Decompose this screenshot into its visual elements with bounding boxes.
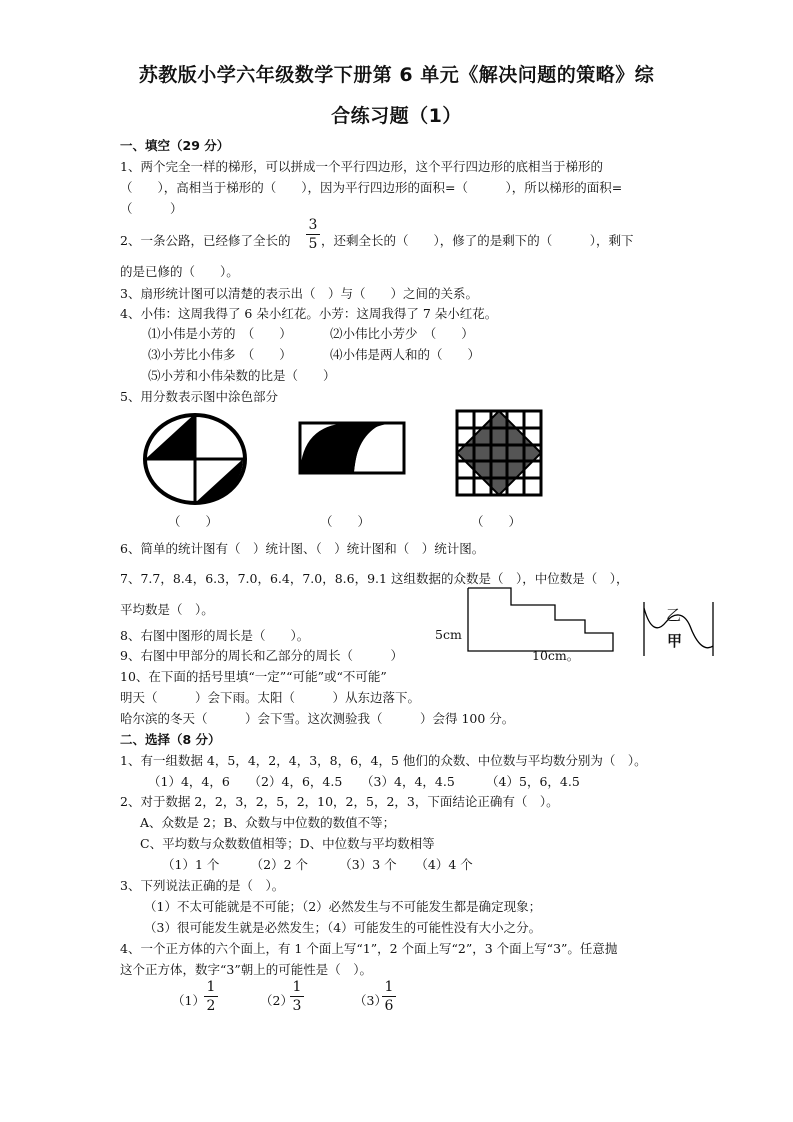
s2-q4-line2: 这个正方体，数字“3”朝上的可能性是（ ）。 (120, 962, 372, 977)
q2-fraction-denominator: 5 (308, 236, 318, 252)
q7-line2: 平均数是（ ）。 (120, 602, 214, 617)
s2-q4-line1: 4、一个正方体的六个面上，有 1 个面上写“1”，2 个面上写“2”，3 个面上写“3”。任意抛 (120, 941, 618, 956)
q4-option4: ⑷小伟是两人和的（ ） (330, 347, 481, 362)
fraction-denominator: 6 (384, 998, 394, 1014)
q4-option2: ⑵小伟比小芳少 （ ） (330, 326, 474, 341)
fraction-bar (204, 996, 218, 997)
q10-line3: 哈尔滨的冬天（ ）会下雪。这次测验我（ ）会得 100 分。 (120, 711, 515, 726)
section2-heading: 二、选择（8 分） (120, 732, 221, 747)
s2-q3-line1: 3、下列说法正确的是（ ）。 (120, 878, 285, 893)
fraction-bar (290, 996, 304, 997)
s2-q4-option1-fraction (204, 979, 218, 1014)
circle-figure (142, 412, 248, 506)
fraction-denominator: 3 (292, 998, 302, 1014)
fraction-bar (382, 996, 396, 997)
rectangle-arc-figure (298, 421, 406, 477)
q9-line: 9、右图中甲部分的周长和乙部分的周长（ ） (120, 648, 403, 663)
s2-q1-line1: 1、有一组数据 4，5，4，2，4，3，8，6，4，5 他们的众数、中位数与平均数分别为（ ）。 (120, 753, 647, 768)
s2-q4-option3-fraction (382, 979, 396, 1014)
q3-line: 3、扇形统计图可以清楚的表示出（ ）与（ ）之间的关系。 (120, 286, 478, 301)
q10-line2: 明天（ ）会下雨。太阳（ ）从东边落下。 (120, 690, 421, 705)
q5-caption3: （ ） (471, 514, 522, 529)
fig9-label-yi: 乙 (666, 606, 682, 624)
s2-q4-option1-label: （1） (172, 993, 205, 1008)
q4-option3: ⑶小芳比小伟多 （ ） (148, 347, 292, 362)
q4-line1: 4、小伟：这周我得了 6 朵小红花。小芳：这周我得了 7 朵小红花。 (120, 306, 498, 321)
s2-q4-option2-label: （2） (260, 993, 293, 1008)
fraction-numerator: 1 (384, 979, 394, 995)
q2-fraction (306, 217, 320, 252)
q2-line1-pre: 2、一条公路，已经修了全长的 (120, 233, 291, 248)
page-title-line2: 合练习题（1） (331, 105, 462, 127)
q5-line1: 5、用分数表示图中涂色部分 (120, 389, 278, 404)
fig8-label-5cm: 5cm (435, 627, 462, 642)
fig9-label-jia: 甲 (667, 632, 683, 650)
q4-option1: ⑴小伟是小芳的 （ ） (148, 326, 292, 341)
q5-caption1: （ ） (168, 514, 219, 529)
s2-q3-line2: （1）不太可能就是不可能；（2）必然发生与不可能发生都是确定现象； (144, 899, 542, 914)
q2-line2: 的是已修的（ ）。 (120, 264, 239, 279)
q10-line1: 10、在下面的括号里填“一定”“可能”或“不可能” (120, 669, 387, 684)
q7-line1: 7、7.7，8.4，6.3，7.0，6.4，7.0，8.6，9.1 这组数据的众数是（ ），中位数是（ ）， (120, 571, 629, 586)
q1-line3: （ ） (120, 201, 183, 216)
fraction-bar (306, 234, 320, 235)
grid-diamond-figure (455, 409, 543, 497)
q1-line1: 1、两个完全一样的梯形，可以拼成一个平行四边形，这个平行四边形的底相当于梯形的 (120, 159, 603, 174)
fig8-label-10cm: 10cm。 (532, 648, 580, 663)
q2-line1-post: ，还剩全长的（ ），修了的是剩下的（ ），剩下 (321, 233, 634, 248)
page-title-line1: 苏教版小学六年级数学下册第 6 单元《解决问题的策略》综 (138, 64, 655, 86)
fraction-numerator: 1 (206, 979, 216, 995)
s2-q2-options: （1）1 个 （2）2 个 （3）3 个 （4）4 个 (162, 857, 473, 872)
s2-q4-option3-label: （3） (354, 993, 387, 1008)
q4-option5: ⑸小芳和小伟朵数的比是（ ） (148, 368, 336, 383)
s2-q1-options: （1）4，4，6 （2）4，6，4.5 （3）4，4，4.5 （4）5，6，4.5 (148, 774, 580, 789)
q2-fraction-numerator: 3 (308, 217, 318, 233)
s2-q2-line1: 2、对于数据 2，2，3，2，5，2，10，2，5，2，3，下面结论正确有（ ）。 (120, 794, 559, 809)
q5-caption2: （ ） (320, 514, 371, 529)
fraction-numerator: 1 (292, 979, 302, 995)
q1-line2: （ ），高相当于梯形的（ ），因为平行四边形的面积=（ ），所以梯形的面积= (120, 180, 623, 195)
s2-q4-option2-fraction (290, 979, 304, 1014)
s2-q2-line2: A、众数是 2；B、众数与中位数的数值不等； (140, 815, 396, 830)
staircase-figure (467, 587, 615, 653)
fraction-denominator: 2 (206, 998, 216, 1014)
q6-line: 6、简单的统计图有（ ）统计图、（ ）统计图和（ ）统计图。 (120, 541, 485, 556)
s2-q2-line3: C、平均数与众数数值相等；D、中位数与平均数相等 (140, 836, 435, 851)
s2-q3-line3: （3）很可能发生就是必然发生；（4）可能发生的可能性没有大小之分。 (144, 920, 542, 935)
section1-heading: 一、填空（29 分） (120, 138, 230, 153)
q8-line: 8、右图中图形的周长是（ ）。 (120, 628, 310, 643)
